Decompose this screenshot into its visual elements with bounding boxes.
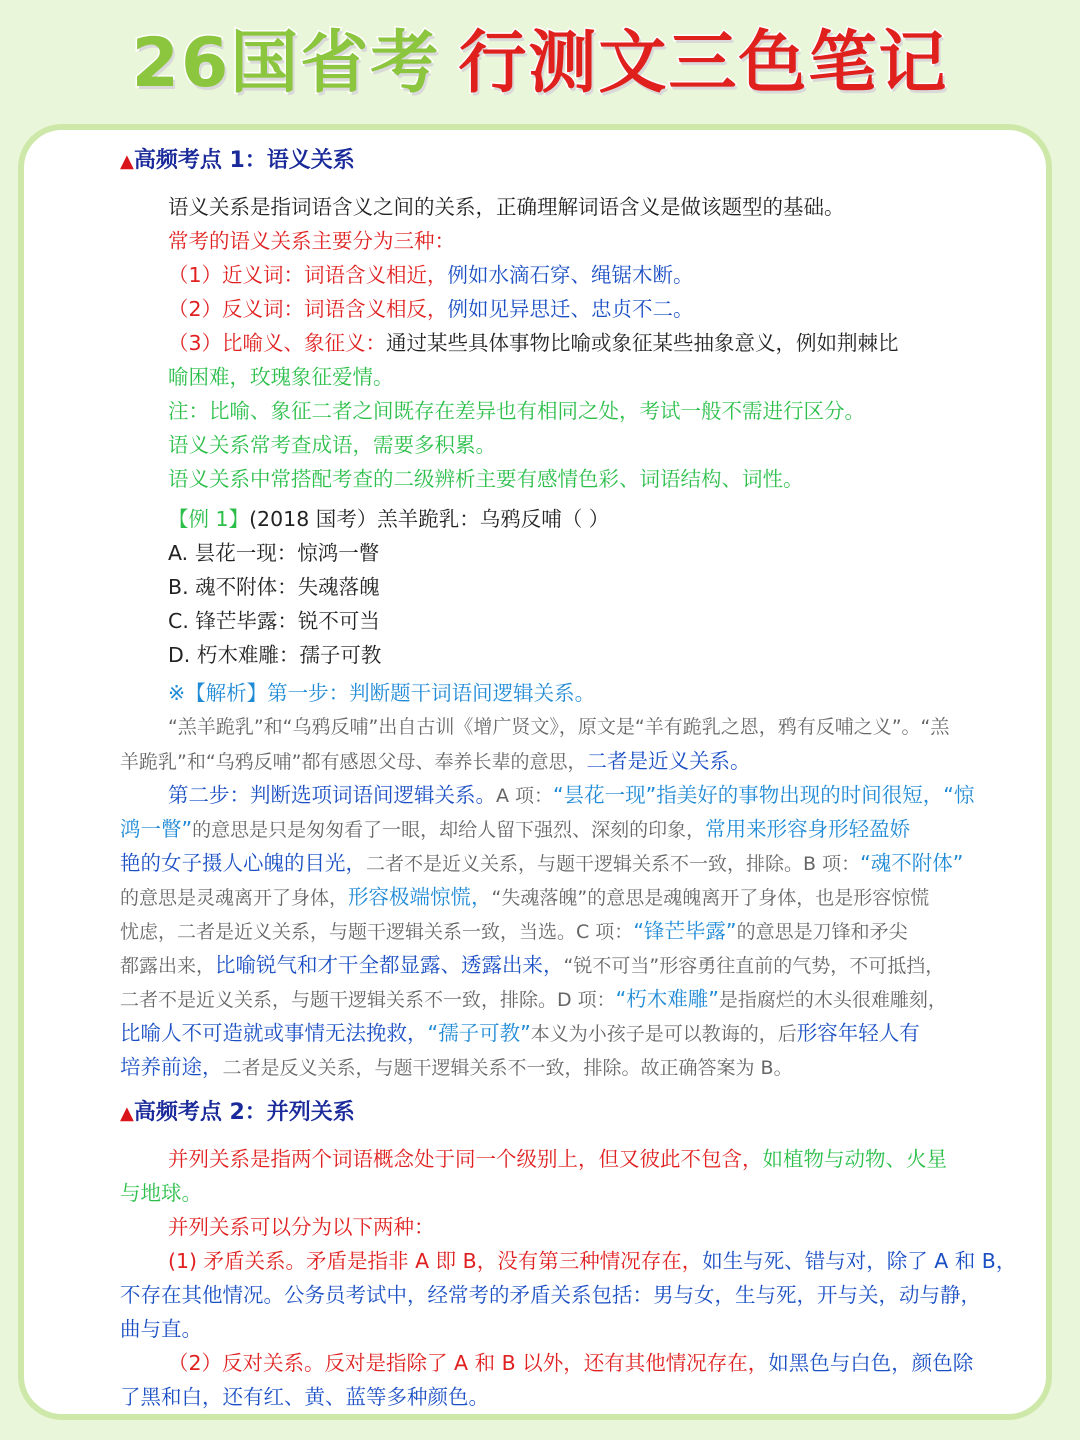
s1-l3c: 喻困难，玫瑰象征爱情。: [168, 365, 394, 389]
s2-m1: (1) 矛盾关系。矛盾是指非 A 即 B，没有第三种情况存在，如生与死、错与对，除了 A 和 B，: [168, 1249, 1017, 1273]
s1-l2: （2）反义词：词语含义相反，例如见异思迁、忠贞不二。: [168, 297, 694, 321]
s2-m2: 不存在其他情况。公务员考试中，经常考的矛盾关系包括：男与女，生与死，开与关，动与静，: [120, 1283, 981, 1307]
analysis-line-7: 忧虑，二者是近义关系，与题干逻辑关系一致，当选。C 项：“锋芒毕露”的意思是刀锋和矛尖: [120, 919, 908, 943]
section2-heading: ▲高频考点 2：并列关系: [120, 1100, 355, 1125]
page-title: [0, 14, 1080, 114]
s1-p2: 常考的语义关系主要分为三种：: [168, 229, 455, 253]
s1-n2: 语义关系常考查成语，需要多积累。: [168, 433, 496, 457]
analysis-line-8: 都露出来，比喻锐气和才干全都显露、透露出来，“锐不可当”形容勇往直前的气势，不可抵挡，: [120, 953, 945, 977]
title-part1: 26国省考: [131, 24, 441, 103]
analysis-line-4: 鸿一瞥”的意思是只是匆匆看了一眼，却给人留下强烈、深刻的印象，常用来形容身形轻盈娇: [120, 817, 911, 841]
s2-o1: （2）反对关系。反对是指除了 A 和 B 以外，还有其他情况存在，如黑色与白色，颜色除: [168, 1351, 974, 1375]
s2-m3: 曲与直。: [120, 1317, 202, 1341]
option-a: A. 昙花一现：惊鸿一瞥: [168, 541, 380, 565]
analysis-line-5: 艳的女子摄人心魄的目光，二者不是近义关系，与题干逻辑关系不一致，排除。B 项：“魂不附体”: [120, 851, 964, 875]
analysis-line-6: 的意思是灵魂离开了身体，形容极端惊慌，“失魂落魄”的意思是魂魄离开了身体，也是形容惊慌: [120, 885, 930, 909]
s2-o2: 了黑和白，还有红、黄、蓝等多种颜色。: [120, 1385, 489, 1409]
section1-heading: ▲高频考点 1：语义关系: [120, 148, 355, 173]
analysis-line-3: 第二步：判断选项词语间逻辑关系。A 项：“昙花一现”指美好的事物出现的时间很短，“惊: [168, 783, 975, 807]
s1-n3: 语义关系中常搭配考查的二级辨析主要有感情色彩、词语结构、词性。: [168, 467, 804, 491]
s2-p1: 并列关系是指两个词语概念处于同一个级别上，但又彼此不包含，如植物与动物、火星: [168, 1147, 947, 1171]
s2-p1-cont: 与地球。: [120, 1181, 202, 1205]
analysis-line-1: “羔羊跪乳”和“乌鸦反哺”出自古训《增广贤文》，原文是“羊有跪乳之恩，鸦有反哺之义”。“羔: [168, 716, 950, 738]
triangle-icon: ▲: [120, 151, 134, 172]
s1-p1: 语义关系是指词语含义之间的关系，正确理解词语含义是做该题型的基础。: [168, 195, 845, 219]
title-part2: 行测文三色笔记: [458, 24, 949, 103]
analysis-heading: ※【解析】第一步：判断题干词语间逻辑关系。: [168, 681, 596, 705]
option-c: C. 锋芒毕露：锐不可当: [168, 609, 380, 633]
example-question: 【例 1】(2018 国考）羔羊跪乳：乌鸦反哺（ ）: [168, 507, 610, 531]
notes-card: [18, 124, 1052, 1420]
analysis-line-9: 二者不是近义关系，与题干逻辑关系不一致，排除。D 项：“朽木难雕”是指腐烂的木头很难雕刻，: [120, 987, 947, 1011]
s1-l1: （1）近义词：词语含义相近，例如水滴石穿、绳锯木断。: [168, 263, 694, 287]
s1-n1: 注：比喻、象征二者之间既存在差异也有相同之处，考试一般不需进行区分。: [168, 399, 865, 423]
analysis-line-10: 比喻人不可造就或事情无法挽救，“孺子可教”本义为小孩子是可以教诲的，后形容年轻人有: [120, 1021, 920, 1045]
analysis-line-2: 羊跪乳”和“乌鸦反哺”都有感恩父母、奉养长辈的意思，二者是近义关系。: [120, 749, 751, 773]
triangle-icon: ▲: [120, 1103, 134, 1124]
analysis-line-11: 培养前途，二者是反义关系，与题干逻辑关系不一致，排除。故正确答案为 B。: [120, 1055, 793, 1079]
s2-p2: 并列关系可以分为以下两种：: [168, 1215, 435, 1239]
option-b: B. 魂不附体：失魂落魄: [168, 575, 380, 599]
s1-l3: （3）比喻义、象征义：通过某些具体事物比喻或象征某些抽象意义，例如荆棘比: [168, 331, 899, 355]
option-d: D. 朽木难雕：孺子可教: [168, 643, 382, 667]
